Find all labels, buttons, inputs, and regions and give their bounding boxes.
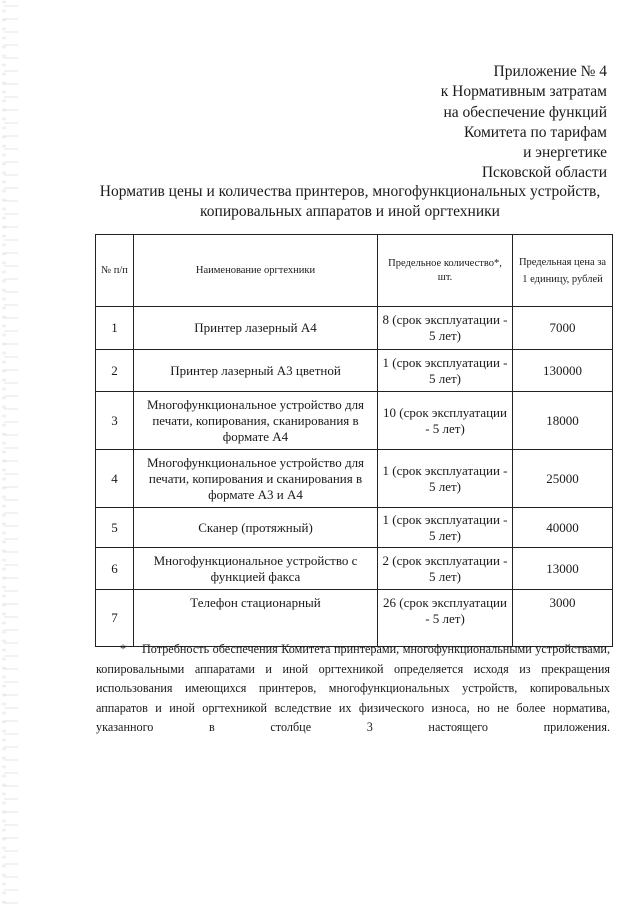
cell-quantity: 1 (срок эксплуатации - 5 лет) <box>378 350 513 392</box>
table-row <box>96 590 613 647</box>
header-quantity: Предельное количество*, шт. <box>378 235 513 307</box>
header-number: № п/п <box>96 235 134 307</box>
cell-price: 40000 <box>513 508 613 548</box>
table-row <box>96 450 613 508</box>
appendix-line: и энергетике <box>523 144 607 162</box>
cell-number: 5 <box>96 508 134 548</box>
table-row <box>96 307 613 350</box>
document-title-line: копировальных аппаратов и иной оргтехники <box>200 203 500 220</box>
cell-name: Принтер лазерный А4 <box>134 307 378 350</box>
document-title-line: Норматив цены и количества принтеров, многофункциональных устройств, <box>99 183 601 200</box>
scan-edge-artifact <box>4 0 18 905</box>
cell-name: Сканер (протяжный) <box>134 508 378 548</box>
cell-price: 13000 <box>513 548 613 590</box>
cell-price: 3000 <box>513 590 613 647</box>
norms-table <box>95 234 613 647</box>
scan-edge-artifact <box>2 0 6 905</box>
cell-name: Многофункциональное устройство для печати, копирования, сканирования в формате А4 <box>134 392 378 450</box>
cell-quantity: 10 (срок эксплуатации - 5 лет) <box>378 392 513 450</box>
cell-number: 1 <box>96 307 134 350</box>
footnote-text: Потребность обеспечения Комитета принтерами, многофункциональными устройствами, копировальными аппаратами и иной оргтехникой определяется исходя из прекращения использования имеющихся принтеров, многофункциональных устройств, копировальных аппаратов и иной оргтехникой вследствие их физического износа, но не более норматива, указанного в столбце 3 настоящего приложения. <box>96 642 610 734</box>
cell-price: 130000 <box>513 350 613 392</box>
cell-quantity: 2 (срок эксплуатации - 5 лет) <box>378 548 513 590</box>
header-price: Предельная цена за 1 единицу, рублей <box>513 235 613 307</box>
cell-quantity: 1 (срок эксплуатации - 5 лет) <box>378 508 513 548</box>
cell-price: 18000 <box>513 392 613 450</box>
appendix-line: Приложение № 4 <box>493 63 607 80</box>
footnote-marker: * <box>120 642 127 656</box>
cell-number: 7 <box>96 590 134 647</box>
table-row <box>96 392 613 450</box>
table-row <box>96 508 613 548</box>
header-name: Наименование оргтехники <box>134 235 378 307</box>
appendix-header <box>441 62 607 184</box>
cell-name: Принтер лазерный А3 цветной <box>134 350 378 392</box>
cell-name: Телефон стационарный <box>134 590 378 647</box>
cell-name: Многофункциональное устройство для печати, копирования и сканирования в формате А3 и А4 <box>134 450 378 508</box>
cell-number: 2 <box>96 350 134 392</box>
cell-quantity: 1 (срок эксплуатации - 5 лет) <box>378 450 513 508</box>
footnote <box>96 640 610 738</box>
table-row <box>96 548 613 590</box>
cell-quantity: 26 (срок эксплуатации - 5 лет) <box>378 590 513 647</box>
appendix-line: Комитета по тарифам <box>463 123 607 141</box>
cell-price: 25000 <box>513 450 613 508</box>
appendix-line: на обеспечение функций <box>443 103 607 121</box>
appendix-line: Псковской области <box>481 164 607 182</box>
cell-quantity: 8 (срок эксплуатации - 5 лет) <box>378 307 513 350</box>
cell-number: 4 <box>96 450 134 508</box>
appendix-line: к Нормативным затратам <box>440 83 607 101</box>
table-row <box>96 350 613 392</box>
cell-price: 7000 <box>513 307 613 350</box>
table-header-row <box>96 235 613 307</box>
cell-name: Многофункциональное устройство с функцией факса <box>134 548 378 590</box>
document-title <box>60 182 640 222</box>
cell-number: 6 <box>96 548 134 590</box>
cell-number: 3 <box>96 392 134 450</box>
